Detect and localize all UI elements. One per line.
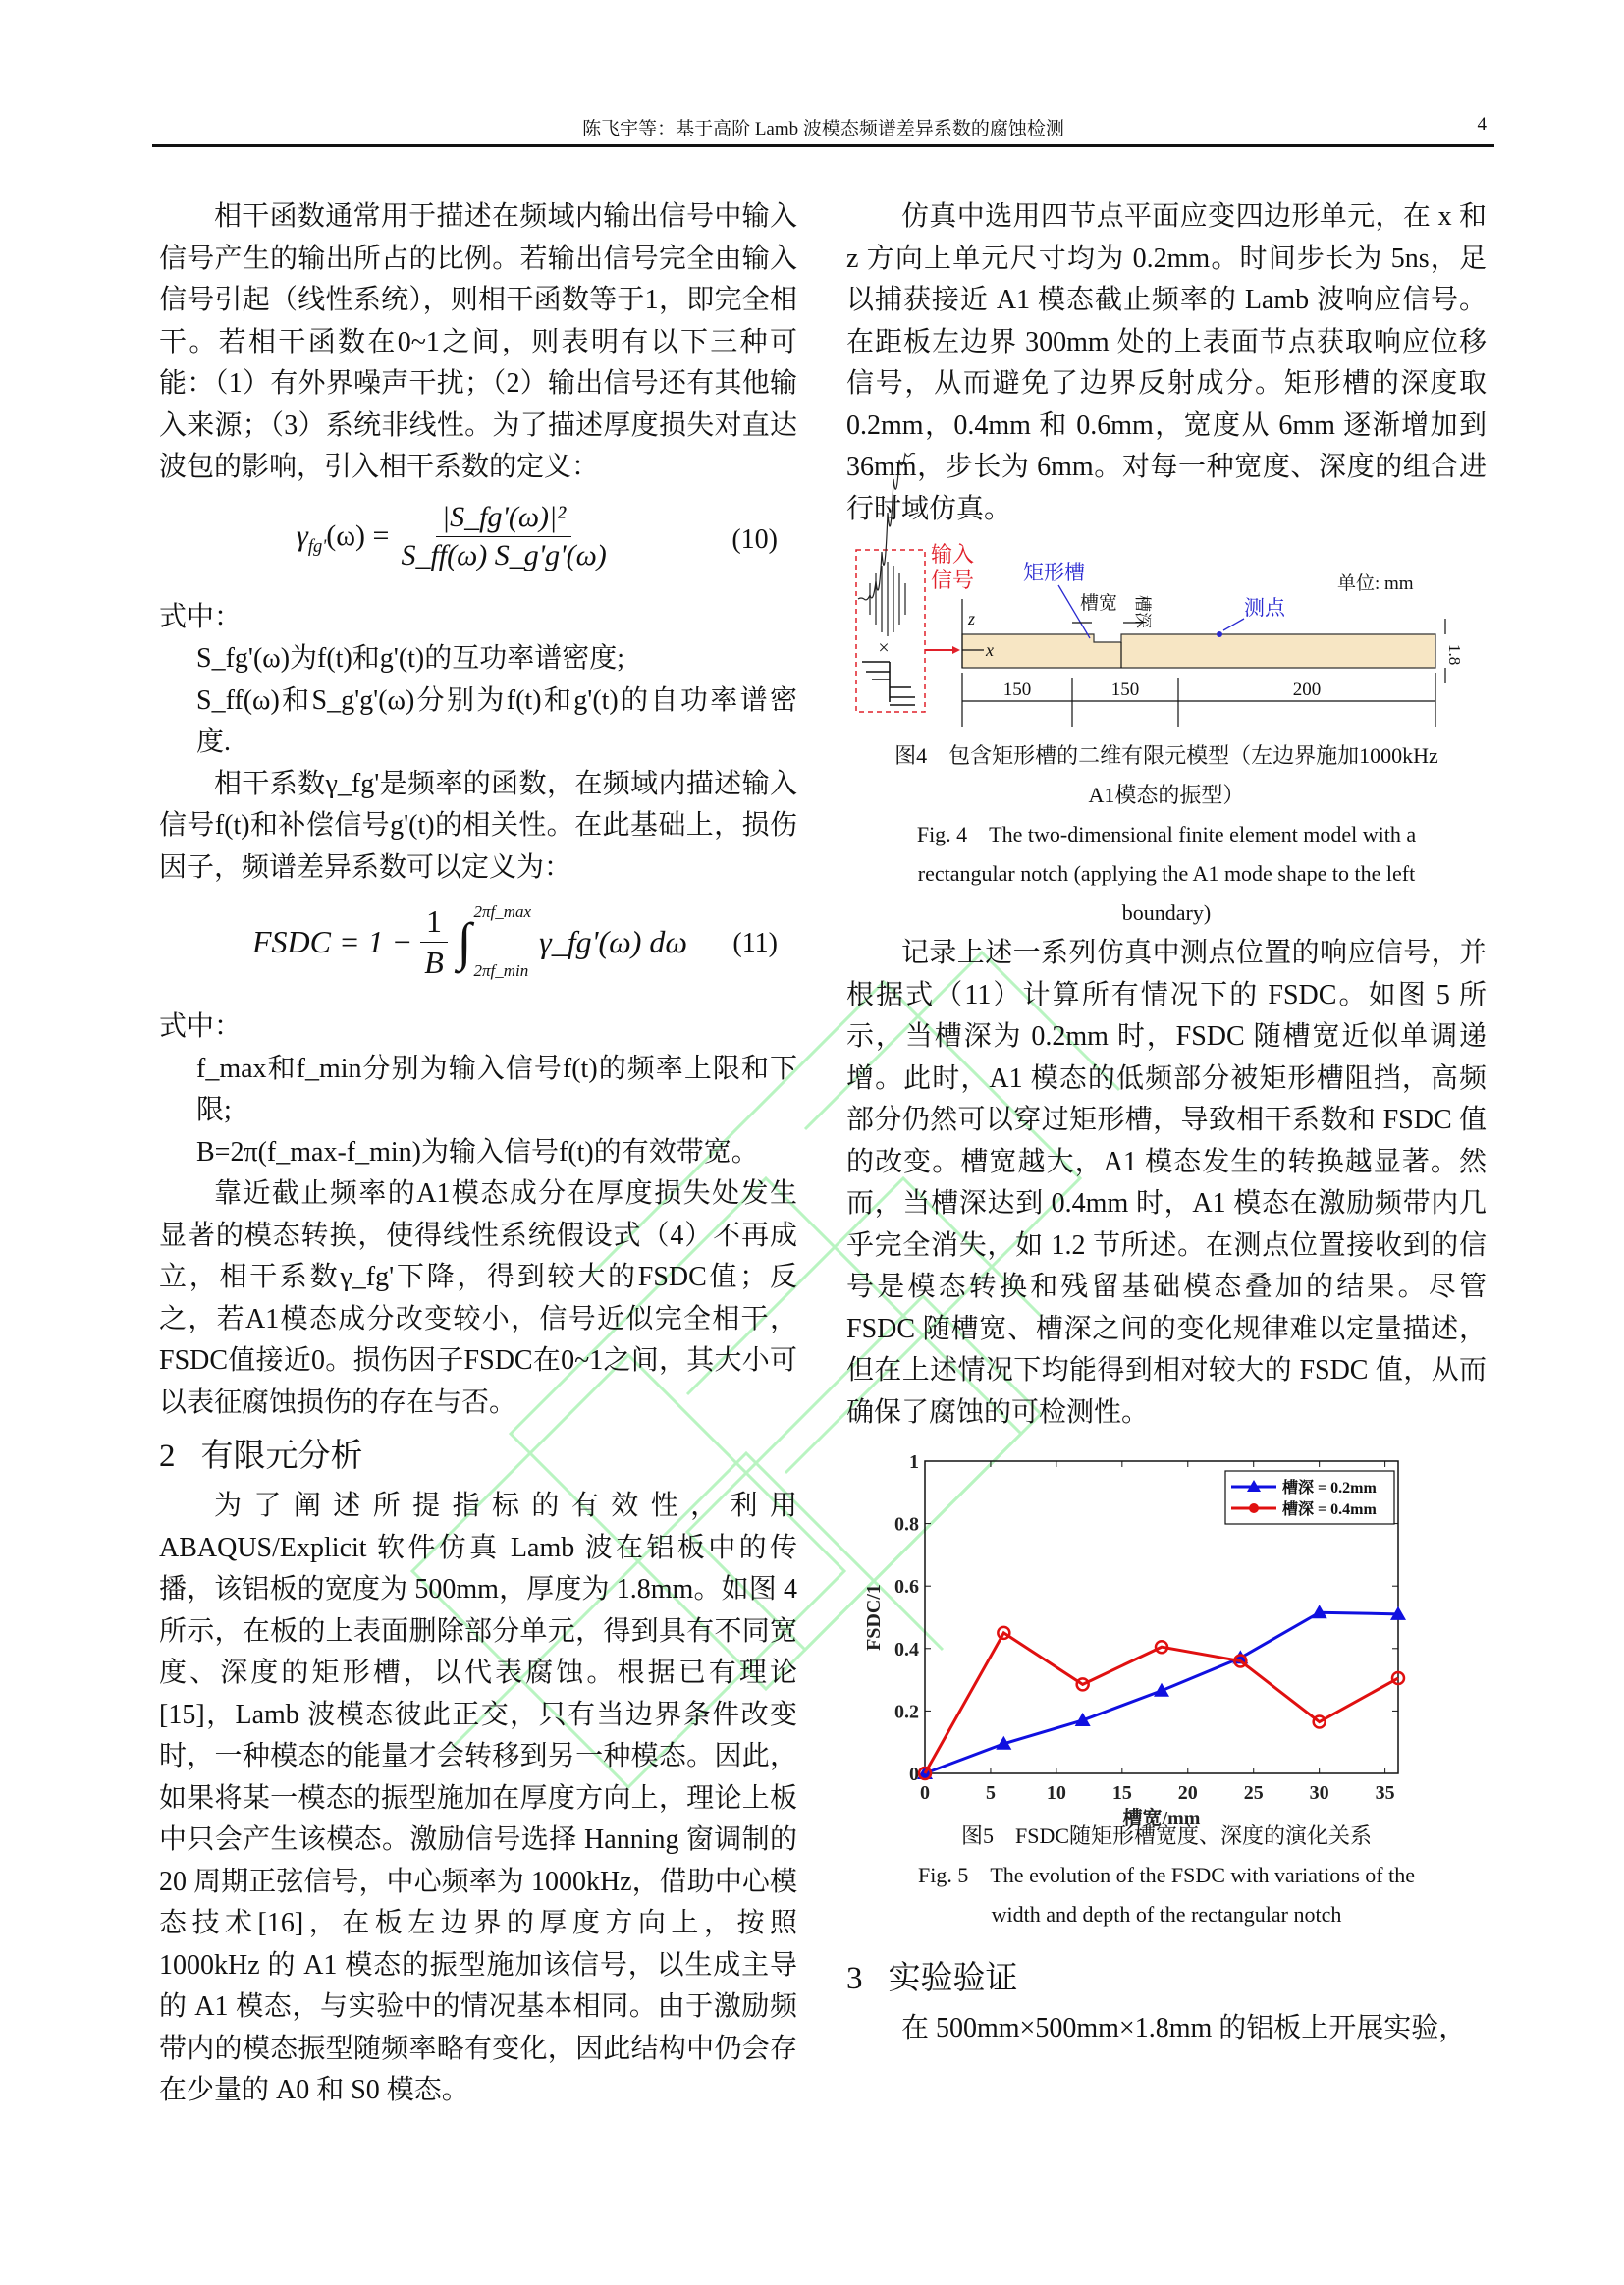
- paragraph-simulation-params: 仿真中选用四节点平面应变四边形单元，在 x 和 z 方向上单元尺寸均为 0.2mm。时间步长为 5ns，足以捕获接近 A1 模态截止频率的 Lamb 波响应信号。在距板左边界 300mm 处的上表面节点获取响应位移信号，从而避免了边界反射成分。矩形槽的深度取 0.2mm，0.4mm 和 0.6mm，宽度从 6mm 逐渐增加到 36mm，步长为 6mm。对每一种宽度、深度的组合进行时域仿真。: [846, 201, 1487, 524]
- right-column: [846, 196, 1487, 2050]
- header-title: 陈飞宇等：基于高阶 Lamb 波模态频谱差异系数的腐蚀检测: [582, 119, 1064, 139]
- paragraph-experiment-intro: 在 500mm×500mm×1.8mm 的铝板上开展实验，: [901, 2013, 1467, 2043]
- paragraph-fsdc-results: 记录上述一系列仿真中测点位置的响应信号，并根据式（11）计算所有情况下的 FSDC。如图 5 所示，当槽深为 0.2mm 时，FSDC 随槽宽近似单调递增。此时，A1 模态的低频部分被矩形槽阻挡，高频部分仍然可以穿过矩形槽，导致相干系数和 FSDC 值的改变。槽宽越大，A1 模态发生的转换越显著。然而，当槽深达到 0.4mm 时，A1 模态在激励频带内几乎完全消失，如 1.2 节所述。在测点位置接收到的信号是模态转换和残留基础模态叠加的结果。尽管 FSDC 随槽宽、槽深之间的变化规律难以定量描述，但在上述情况下均能得到相对较大的 FSDC 值，从而确保了腐蚀的可检测性。: [846, 938, 1487, 1428]
- y-tick-label: 0.8: [894, 1513, 919, 1536]
- svg-text:150: 150: [1110, 680, 1140, 700]
- eq10-denominator: S_ff(ω) S_g'g'(ω): [401, 538, 607, 571]
- figure-4-caption-en-cont: rectangular notch (applying the A1 mode shape to the left: [917, 861, 1416, 886]
- x-tick-label: 10: [1046, 1782, 1066, 1804]
- section-3-heading: 3 实验验证: [846, 1958, 1018, 1996]
- x-tick-label: 20: [1177, 1782, 1198, 1804]
- svg-text:信号: 信号: [931, 568, 975, 592]
- paragraph-fsdc-intro: 相干系数γ_fg'是频率的函数，在频域内描述输入信号f(t)和补偿信号g'(t)的相关性。在此基础上，损伤因子，频谱差异系数可以定义为：: [159, 768, 797, 883]
- equation-10: [159, 489, 797, 597]
- svg-text:z: z: [968, 609, 976, 628]
- eq11-lhs: FSDC = 1 −: [252, 923, 413, 959]
- y-tick-label: 1: [909, 1451, 919, 1473]
- figure-5-caption-en-cont: width and depth of the rectangular notch: [991, 1902, 1342, 1927]
- x-tick-label: 5: [985, 1782, 996, 1804]
- paragraph-coherence-intro: 相干函数通常用于描述在频域内输出信号中输入信号产生的输出所占的比例。若输出信号完全由输入信号引起（线性系统），则相干函数等于1，即完全相干。若相干函数在0~1之间，则表明有以下三种可能：（1）有外界噪声干扰；（2）输出信号还有其他输入来源；（3）系统非线性。为了描述厚度损失对直达波包的影响，引入相干系数的定义：: [159, 201, 797, 482]
- paragraph-fea-setup: 为了阐述所提指标的有效性，利用ABAQUS/Explicit 软件仿真 Lamb 波在铝板中的传播，该铝板的宽度为 500mm，厚度为 1.8mm。如图 4 所示，在板的上表面删除部分单元，得到具有不同宽度、深度的矩形槽，以代表腐蚀。根据已有理论[15]，Lamb 波模态彼此正交，只有当边界条件改变时，一种模态的能量才会转移到另一种模态。因此，如果将某一模态的振型施加在厚度方向上，理论上板中只会产生该模态。激励信号选择 Hanning 窗调制的 20 周期正弦信号，中心频率为 1000kHz，借助中心模态技术[16]，在板左边界的厚度方向上，按照 1000kHz 的 A1 模态的振型施加该信号，以生成主导的 A1 模态，与实验中的情况基本相同。由于激励频带内的模态振型随频率略有变化，因此结构中仍会存在少量的 A0 和 S0 模态。: [159, 1491, 797, 2105]
- definition-auto-psd: S_ff(ω)和S_g'g'(ω)分别为f(t)和g'(t)的自功率谱密度.: [196, 684, 797, 757]
- line-chart: [846, 1443, 1487, 1829]
- eq11-fraction: $\frac{1}{B}$: [418, 903, 450, 981]
- where-label: 式中：: [159, 1011, 243, 1042]
- figure-4-caption-en: Fig. 4 The two-dimensional finite element model with a: [916, 822, 1417, 846]
- svg-text:槽宽: 槽宽: [1080, 593, 1118, 614]
- page-number: 4: [1477, 114, 1487, 135]
- equation-number: (10): [731, 523, 778, 555]
- figure-4-fe-model: [846, 540, 1487, 736]
- definition-fmax-fmin: f_max和f_min分别为输入信号f(t)的频率上限和下限;: [196, 1053, 797, 1125]
- svg-text:槽深: 槽深: [1133, 595, 1152, 628]
- svg-text:1.8: 1.8: [1445, 644, 1464, 666]
- svg-text:×: ×: [878, 637, 890, 659]
- figure-4-caption-cn-cont: A1模态的振型）: [1088, 783, 1245, 807]
- svg-text:测点: 测点: [1244, 596, 1285, 620]
- y-tick-label: 0: [909, 1764, 919, 1785]
- x-tick-label: 35: [1375, 1782, 1395, 1804]
- eq10-fraction: [395, 501, 612, 572]
- where-label: 式中：: [159, 601, 243, 632]
- svg-text:单位: mm: 单位: mm: [1337, 573, 1414, 594]
- figure-5-caption-cn: 图5 FSDC随矩形槽宽度、深度的演化关系: [960, 1823, 1373, 1848]
- eq11-integrand: γ_fg'(ω) dω: [539, 923, 687, 959]
- left-column: [159, 196, 797, 2112]
- figure-4-caption-en-cont: boundary): [1121, 900, 1212, 925]
- integral-sign: ∫: [457, 912, 472, 971]
- y-tick-label: 0.6: [894, 1576, 919, 1599]
- y-axis-label: FSDC/1: [863, 1584, 885, 1651]
- svg-text:输入: 输入: [931, 542, 975, 567]
- x-tick-label: 30: [1309, 1782, 1329, 1804]
- figure-5-fsdc-chart: [846, 1443, 1487, 1829]
- definition-cross-psd: S_fg'(ω)为f(t)和g'(t)的互功率谱密度;: [196, 643, 625, 674]
- header-rule: [152, 144, 1494, 147]
- equation-number: (11): [732, 928, 778, 958]
- equation-11: [159, 889, 797, 1006]
- running-header: [152, 110, 1494, 145]
- eq10-numerator: |S_fg'(ω)|²: [436, 501, 571, 537]
- integral-limits: 2πf_max 2πf_min: [473, 902, 532, 980]
- x-tick-label: 0: [920, 1782, 930, 1804]
- svg-text:200: 200: [1292, 680, 1322, 700]
- figure-4-caption-cn: 图4 包含矩形槽的二维有限元模型（左边界施加1000kHz: [894, 743, 1438, 768]
- x-axis-label: 槽宽/mm: [1122, 1808, 1201, 1829]
- figure-5-caption-en: Fig. 5 The evolution of the FSDC with variations of the: [918, 1863, 1415, 1887]
- paragraph-mode-conversion: 靠近截止频率的A1模态成分在厚度损失处发生显著的模态转换，使得线性系统假设式（4）不再成立，相干系数γ_fg'下降，得到较大的FSDC值；反之，若A1模态成分改变较小，信号近似完全相干，FSDC值接近0。损伤因子FSDC在0~1之间，其大小可以表征腐蚀损伤的存在与否。: [159, 1178, 797, 1418]
- x-tick-label: 15: [1111, 1782, 1132, 1804]
- eq10-lhs: $\gamma_{fg'}(\omega)$ =: [297, 519, 390, 557]
- legend-entry: 槽深 = 0.2mm: [1282, 1480, 1377, 1496]
- svg-text:矩形槽: 矩形槽: [1023, 561, 1085, 584]
- y-tick-label: 0.4: [894, 1638, 919, 1660]
- definition-bandwidth: B=2π(f_max-f_min)为输入信号f(t)的有效带宽。: [196, 1136, 759, 1168]
- svg-text:150: 150: [1002, 680, 1032, 700]
- x-tick-label: 25: [1243, 1782, 1264, 1804]
- y-tick-label: 0.2: [894, 1701, 919, 1723]
- fe-model-diagram: [846, 540, 1487, 736]
- legend-entry: 槽深 = 0.4mm: [1282, 1501, 1377, 1518]
- section-2-heading: 2 有限元分析: [159, 1436, 363, 1474]
- svg-text:x: x: [986, 640, 994, 660]
